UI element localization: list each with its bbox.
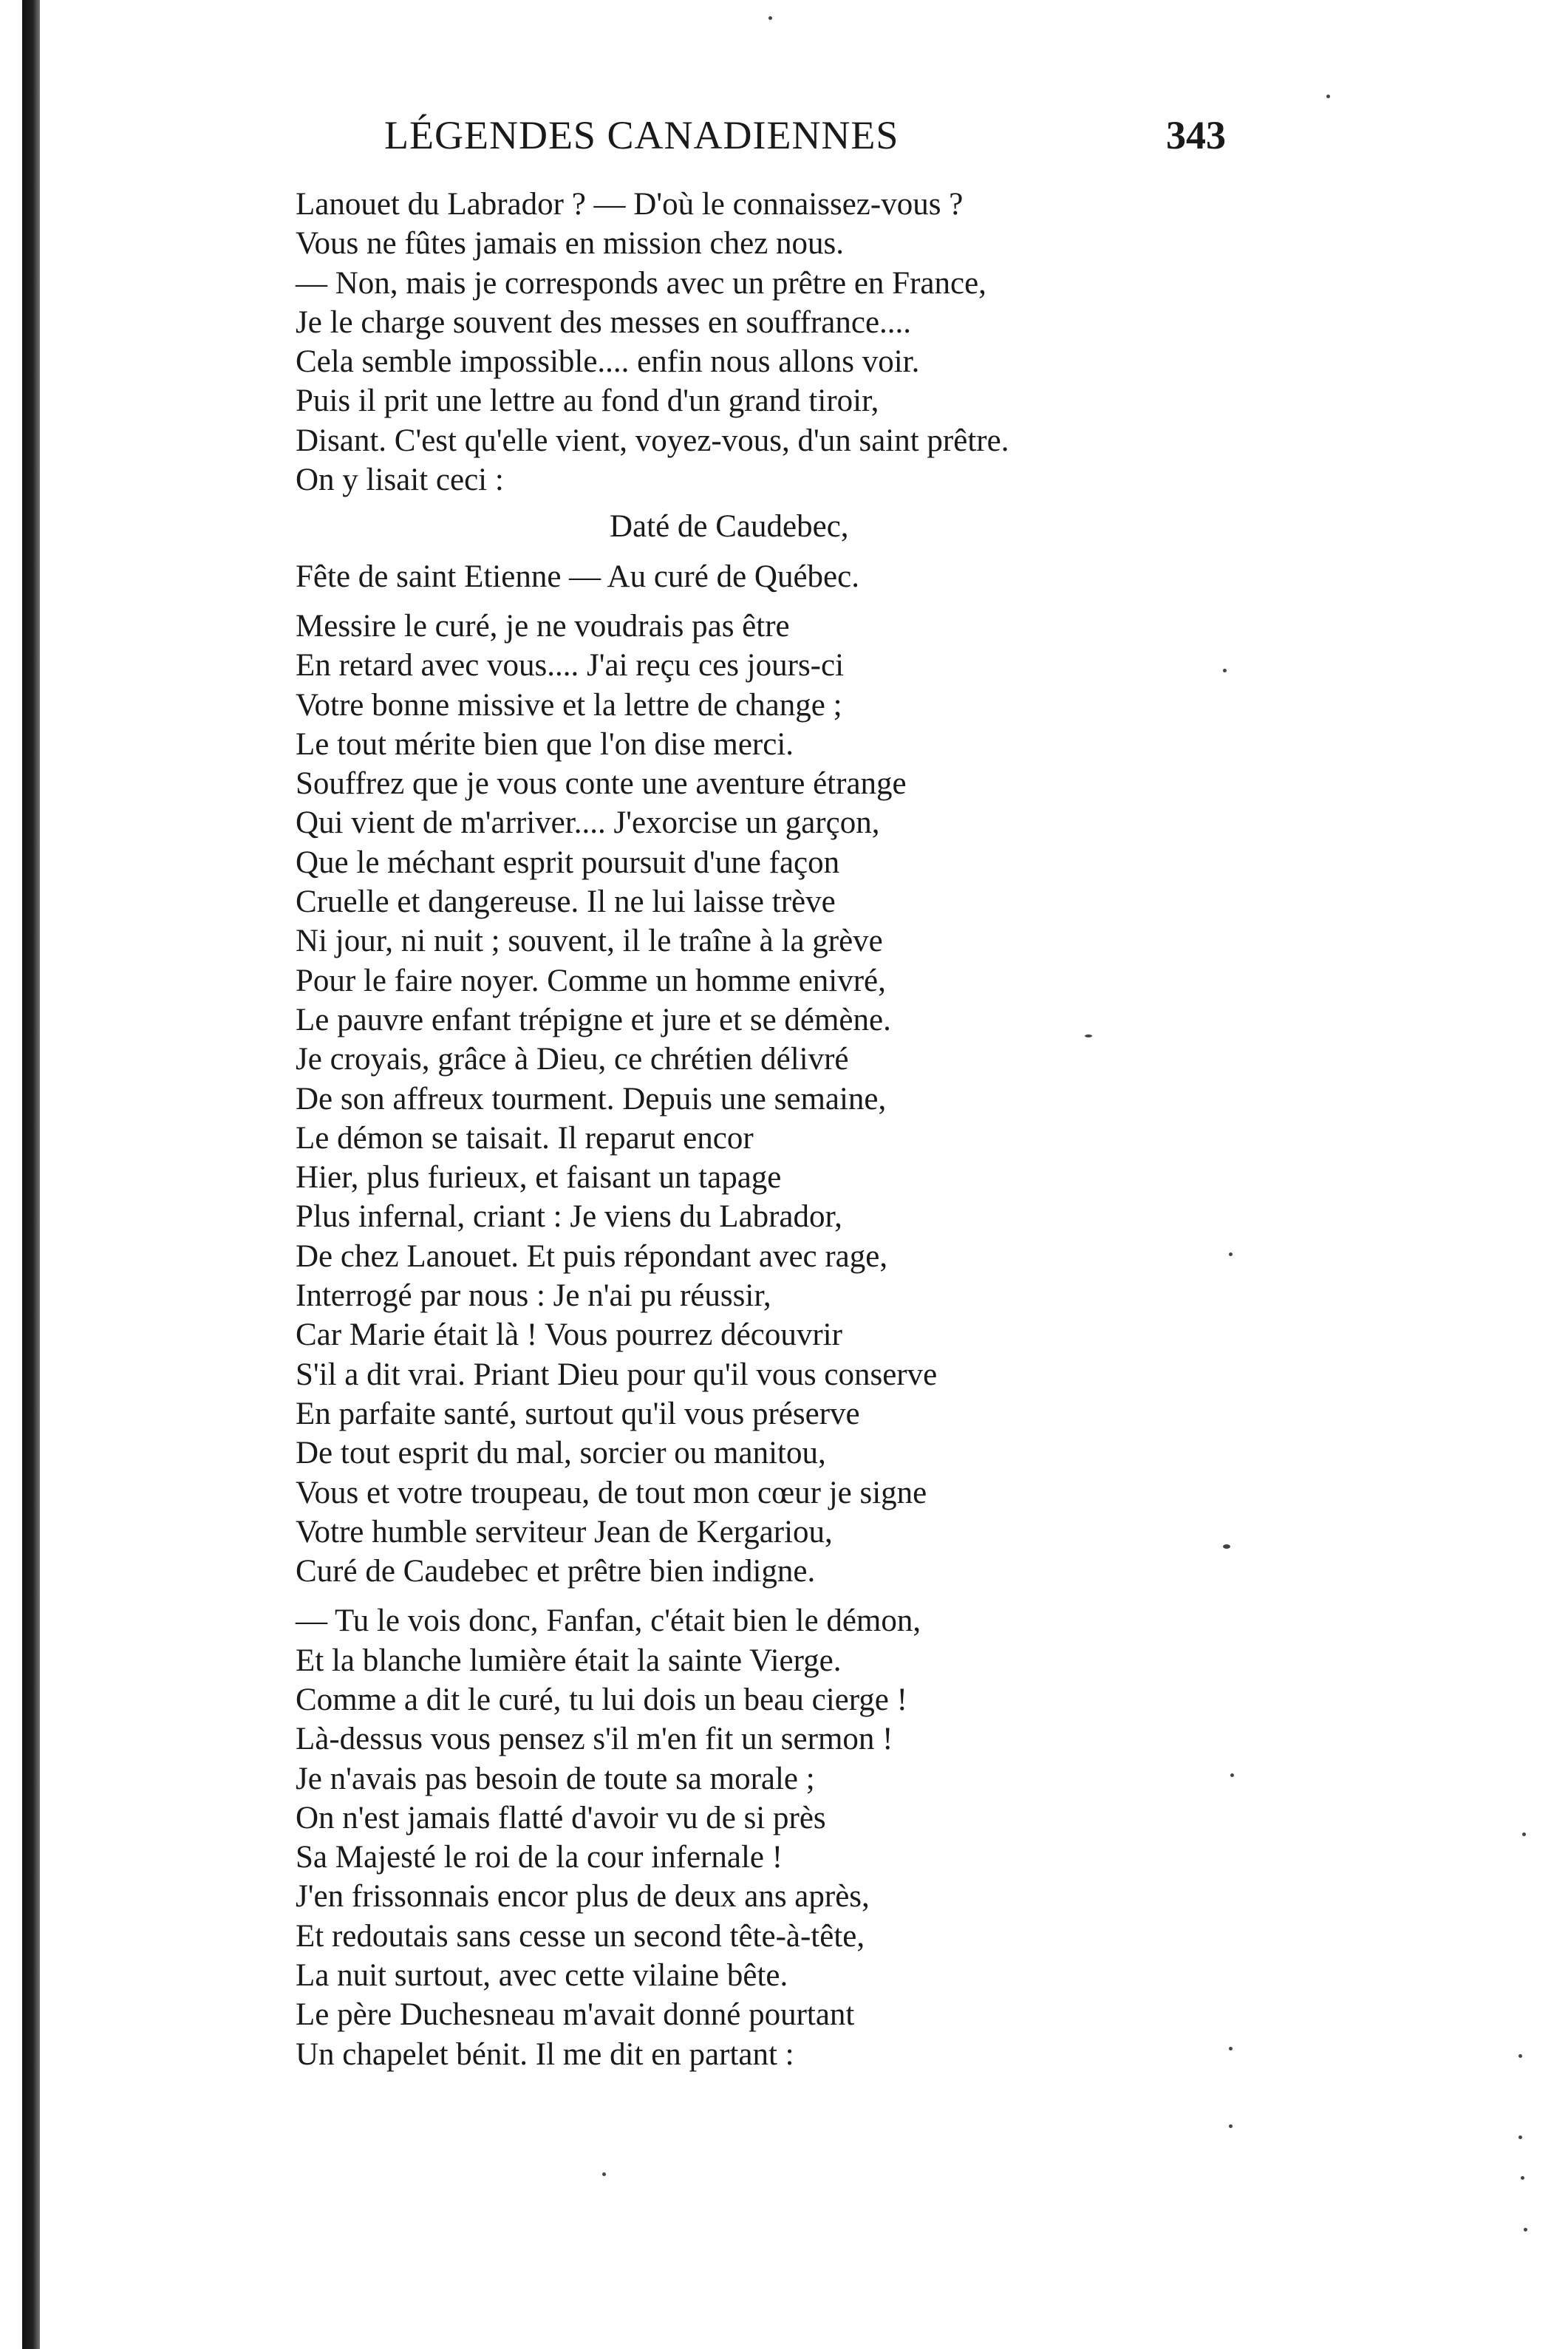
speck <box>1518 2135 1522 2139</box>
verse-line: Et la blanche lumière était la sainte Vierge. <box>296 1643 842 1678</box>
letter-line: En retard avec vous.... J'ai reçu ces jours-ci <box>296 648 845 683</box>
speck <box>602 2172 606 2176</box>
spacer <box>296 1591 1478 1601</box>
verse-line: On n'est jamais flatté d'avoir vu de si près <box>296 1800 826 1835</box>
letter-line: Hier, plus furieux, et faisant un tapage <box>296 1160 782 1196</box>
verse-line: — Tu le vois donc, Fanfan, c'était bien le démon, <box>296 1603 921 1639</box>
letter-line: Que le méchant esprit poursuit d'une façon <box>296 845 840 880</box>
letter-line: Souffrez que je vous conte une aventure étrange <box>296 766 907 802</box>
verse-line: Le père Duchesneau m'avait donné pourtant <box>296 1997 855 2033</box>
letter-line: Vous et votre troupeau, de tout mon cœur je signe <box>296 1475 927 1510</box>
letter-line: De son affreux tourment. Depuis une semaine, <box>296 1081 887 1116</box>
verse-line: Je n'avais pas besoin de toute sa morale ; <box>296 1761 815 1796</box>
verse-line: Disant. C'est qu'elle vient, voyez-vous, d'un saint prêtre. <box>296 423 1009 458</box>
speck <box>1229 2124 1233 2128</box>
verse-line: Là-dessus vous pensez s'il m'en fit un sermon ! <box>296 1722 893 1757</box>
letter-line: Le pauvre enfant trépigne et jure et se démène. <box>296 1002 891 1037</box>
letter-line: Le démon se taisait. Il reparut encor <box>296 1120 754 1156</box>
speck <box>1522 1833 1526 1836</box>
letter-line: Cruelle et dangereuse. Il ne lui laisse trève <box>296 884 836 920</box>
speck <box>1230 1773 1234 1777</box>
letter-line: Ni jour, ni nuit ; souvent, il le traîne à la grève <box>296 924 883 959</box>
letter-line: Votre bonne missive et la lettre de change ; <box>296 687 842 723</box>
verse-line: Lanouet du Labrador ? — D'où le connaissez-vous ? <box>296 187 964 222</box>
letter-line: Qui vient de m'arriver.... J'exorcise un garçon, <box>296 805 880 841</box>
verse-line: Et redoutais sans cesse un second tête-à-tête, <box>296 1918 865 1954</box>
verse-line: Vous ne fûtes jamais en mission chez nous. <box>296 226 845 262</box>
verse-line: Je le charge souvent des messes en souffrance.... <box>296 304 912 340</box>
letter-dateline: Daté de Caudebec, <box>610 509 849 545</box>
letter-line: Votre humble serviteur Jean de Kergariou, <box>296 1514 833 1549</box>
speck <box>1229 1252 1233 1256</box>
letter-line: S'il a dit vrai. Priant Dieu pour qu'il vous conserve <box>296 1357 938 1392</box>
verse-line: Comme a dit le curé, tu lui dois un beau cierge ! <box>296 1682 907 1717</box>
letter-line: Curé de Caudebec et prêtre bien indigne. <box>296 1554 816 1589</box>
letter-line: De tout esprit du mal, sorcier ou manitou, <box>296 1436 826 1471</box>
verse-line: La nuit surtout, avec cette vilaine bête. <box>296 1958 788 1994</box>
speck <box>1326 95 1330 98</box>
letter-line: Messire le curé, je ne voudrais pas être <box>296 608 790 644</box>
verse-line: — Non, mais je corresponds avec un prêtre en France, <box>296 265 986 301</box>
letter-line: Le tout mérite bien que l'on dise merci. <box>296 726 794 762</box>
letter-line: En parfaite santé, surtout qu'il vous préserve <box>296 1396 860 1431</box>
page-number: 343 <box>1166 113 1226 157</box>
running-title: LÉGENDES CANADIENNES <box>384 113 899 157</box>
verse-line: Cela semble impossible.... enfin nous allons voir. <box>296 344 920 380</box>
speck <box>1524 2228 1527 2232</box>
speck <box>1085 1034 1092 1037</box>
letter-line: Car Marie était là ! Vous pourrez découvrir <box>296 1317 842 1353</box>
letter-salutation: Fête de saint Etienne — Au curé de Québec. <box>296 559 859 594</box>
letter-line: Pour le faire noyer. Comme un homme enivré, <box>296 963 886 998</box>
spacer <box>296 596 1478 607</box>
verse-line: Un chapelet bénit. Il me dit en partant : <box>296 2036 794 2072</box>
verse-line: J'en frissonnais encor plus de deux ans après, <box>296 1879 870 1915</box>
speck <box>1518 2054 1522 2058</box>
letter-line: Je croyais, grâce à Dieu, ce chrétien délivré <box>296 1042 849 1077</box>
running-head <box>0 109 1568 161</box>
speck <box>768 16 772 20</box>
speck <box>1521 2176 1524 2180</box>
speck <box>1229 2047 1233 2050</box>
speck <box>1223 669 1227 672</box>
binding-edge <box>22 0 40 2349</box>
letter-line: Plus infernal, criant : Je viens du Labrador, <box>296 1199 842 1235</box>
verse-line: On y lisait ceci : <box>296 463 504 498</box>
poem-text <box>296 185 1478 2074</box>
speck <box>1223 1544 1230 1549</box>
verse-line: Sa Majesté le roi de la cour infernale ! <box>296 1840 783 1875</box>
letter-line: Interrogé par nous : Je n'ai pu réussir, <box>296 1278 771 1314</box>
verse-line: Puis il prit une lettre au fond d'un grand tiroir, <box>296 383 879 419</box>
letter-line: De chez Lanouet. Et puis répondant avec rage, <box>296 1238 888 1274</box>
